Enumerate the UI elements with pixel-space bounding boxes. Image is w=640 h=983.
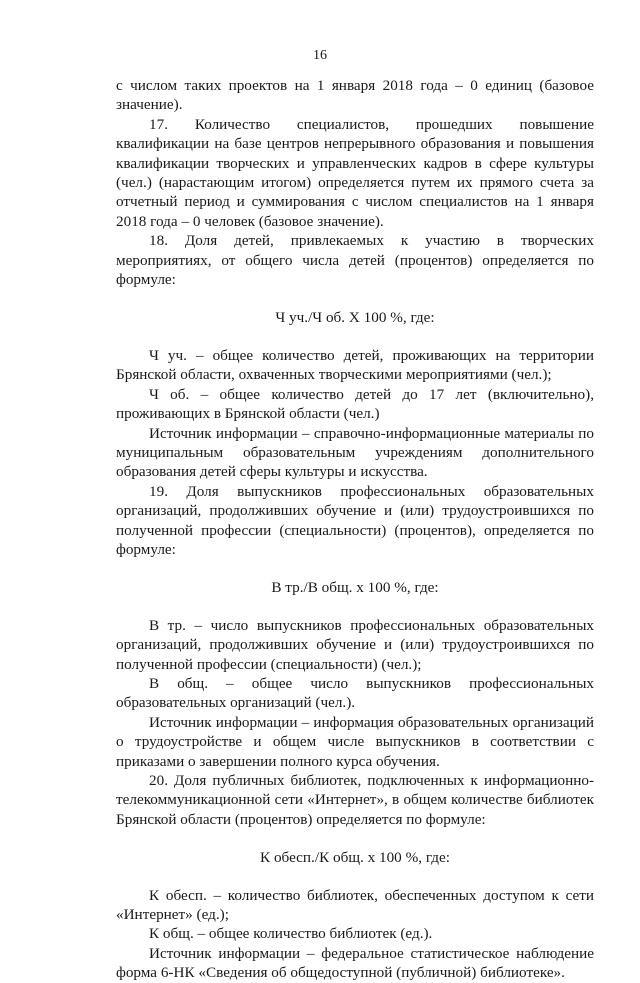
paragraph: Источник информации – информация образовательных организаций о трудоустройстве и общем числе выпускников в соответствии с приказами о завершении полного курса обучения. — [116, 713, 594, 770]
paragraph: К общ. – общее количество библиотек (ед.). — [149, 925, 433, 943]
paragraph: 19. Доля выпускников профессиональных образовательных организаций, продолживших обучение и (или) трудоустроившихся по полученной профессии (специальности) (процентов), определяется по формуле: — [116, 482, 594, 558]
paragraph: Источник информации – справочно-информационные материалы по муниципальным образовательным учреждениям дополнительного образования детей сферы культуры и искусства. — [116, 424, 594, 481]
formula: Ч уч./Ч об. Х 100 %, где: — [275, 309, 435, 327]
page-number: 16 — [313, 48, 327, 63]
formula: К обесп./К общ. х 100 %, где: — [260, 849, 450, 867]
formula: В тр./В общ. х 100 %, где: — [271, 579, 439, 597]
paragraph: 18. Доля детей, привлекаемых к участию в творческих мероприятиях, от общего числа детей (процентов) определяется по формуле: — [116, 232, 594, 289]
paragraph: К обесп. – количество библиотек, обеспеченных доступом к сети «Интернет» (ед.); — [116, 886, 594, 924]
paragraph: Источник информации – федеральное статистическое наблюдение форма 6-НК «Сведения об общедоступной (публичной) библиотеке». — [116, 944, 594, 982]
paragraph: 20. Доля публичных библиотек, подключенных к информационно-телекоммуникационной сети «Интернет», в общем количестве библиотек Брянской области (процентов) определяется по формуле: — [116, 772, 594, 828]
paragraph: Ч уч. – общее количество детей, проживающих на территории Брянской области, охваченных творческими мероприятиями (чел.); — [116, 346, 594, 384]
paragraph: с числом таких проектов на 1 января 2018 года – 0 единиц (базовое значение). — [116, 77, 594, 114]
paragraph: В общ. – общее число выпускников профессиональных образовательных организаций (чел.). — [116, 674, 594, 712]
document-body — [116, 76, 594, 983]
paragraph: Ч об. – общее количество детей до 17 лет (включительно), проживающих в Брянской области (чел.) — [116, 385, 594, 423]
paragraph: 17. Количество специалистов, прошедших повышение квалификации на базе центров непрерывного образования и повышения квалификации творческих и управленческих кадров в сфере культуры (чел.) (нарастающим итогом) определяется путем их прямого счета за отчетный период и суммирования с числом специалистов на 1 января 2018 года – 0 человек (базовое значение). — [116, 115, 594, 230]
paragraph: В тр. – число выпускников профессиональных образовательных организаций, продолживших обучение и (или) трудоустроившихся по полученной профессии (специальности) (чел.); — [116, 616, 594, 673]
